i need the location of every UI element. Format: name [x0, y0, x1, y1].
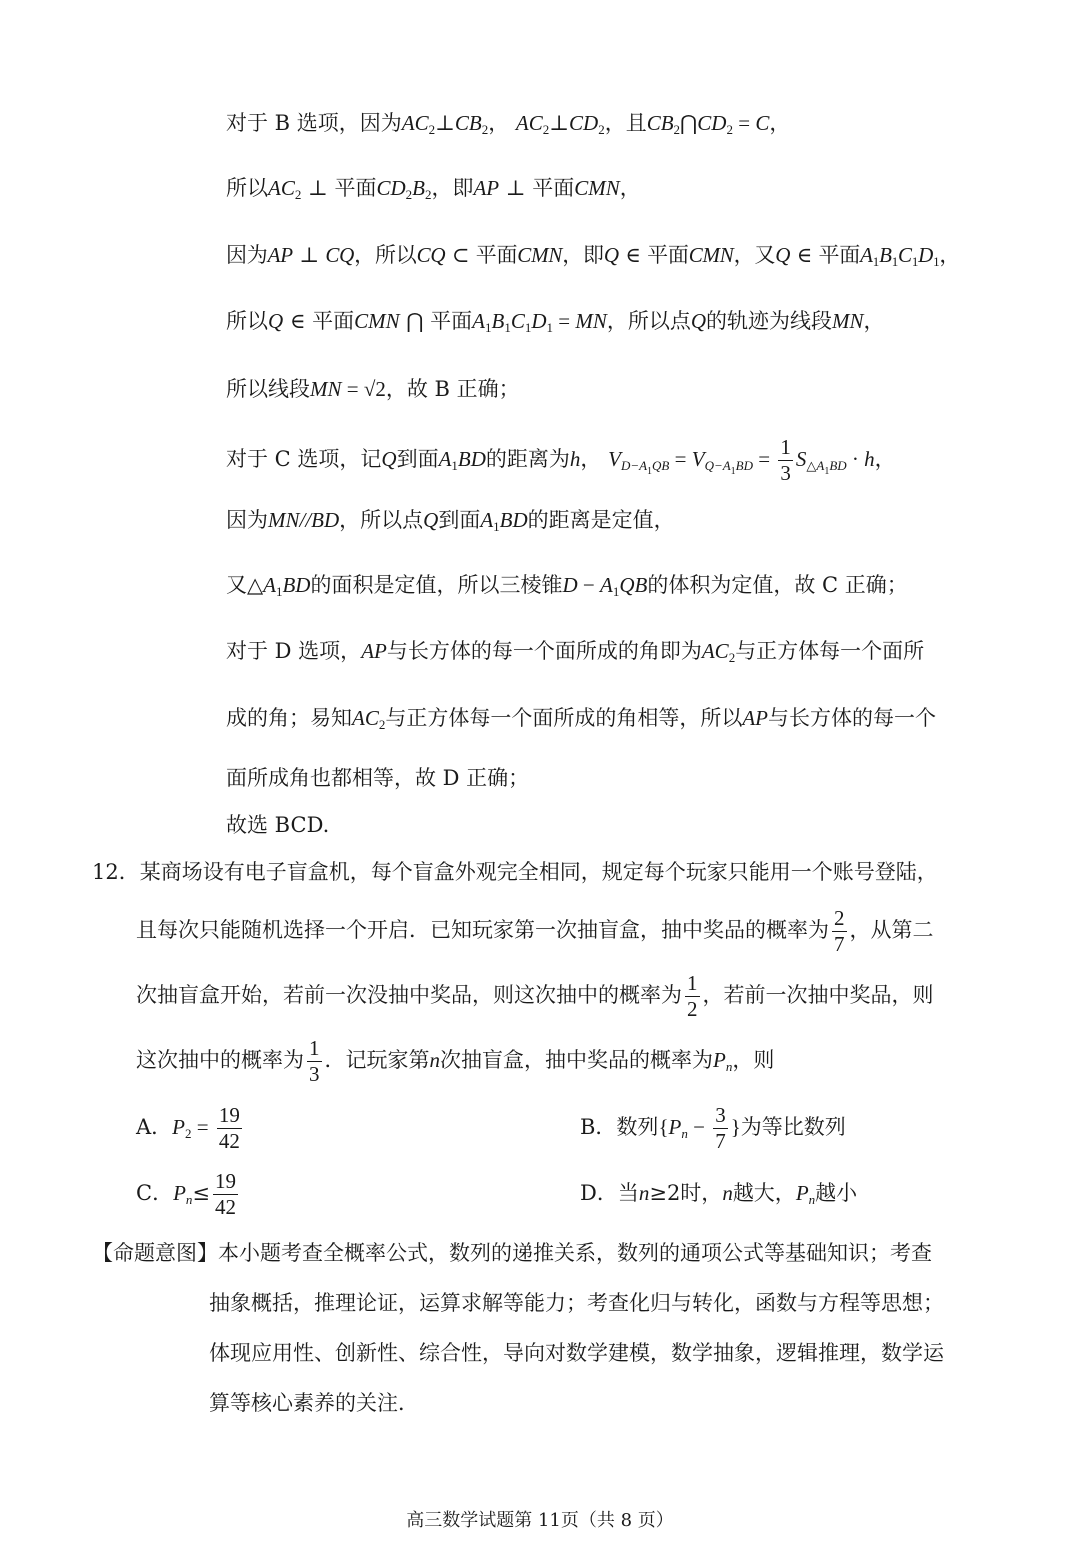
solution-line-6: 对于 C 选项，记Q到面$A_1BD$的距离为h， $V_{D-A_1QB} = V_{Q-A_1BD}$ = $\frac{1}{3}$ $S_{\triangle A_1BD} \cdot h$， — [226, 435, 896, 485]
option-c: C．$P_n\le$ $\frac{19}{42}$ — [136, 1169, 237, 1219]
option-d: D．当n≥2时，n越大，$P_n$越小 — [580, 1181, 858, 1207]
fraction-three-sevenths: $\frac{3}{7}$ — [715, 1103, 726, 1153]
question-12-line-4: 这次抽中的概率为 $\frac{1}{3}$ ．记玩家第n次抽盲盒，抽中奖品的概率为$P_n$，则 — [136, 1036, 775, 1086]
solution-line-3: 因为AP ⊥ CQ，所以CQ ⊂ 平面CMN，即Q ∈ 平面CMN，又Q ∈ 平面$A_1B_1C_1D_1$， — [226, 243, 961, 269]
intent-line-4: 算等核心素养的关注． — [209, 1391, 419, 1415]
option-b: B．数列{$P_n$ − $\frac{3}{7}$ }为等比数列 — [580, 1103, 846, 1153]
fraction-one-half: $\frac{1}{2}$ — [687, 971, 698, 1021]
fraction-one-third-q: $\frac{1}{3}$ — [309, 1036, 320, 1086]
page-footer: 高三数学试题第 11页（共 8 页） — [406, 1510, 674, 1531]
fraction-19-42-a: $\frac{19}{42}$ — [218, 1103, 240, 1153]
intent-line-2: 抽象概括，推理论证，运算求解等能力；考查化归与转化，函数与方程等思想； — [209, 1291, 944, 1315]
solution-line-11: 面所成角也都相等，故 D 正确； — [226, 766, 530, 790]
intent-line-3: 体现应用性、创新性、综合性，导向对数学建模，数学抽象，逻辑推理，数学运 — [209, 1341, 944, 1365]
solution-conclusion: 故选 BCD. — [226, 813, 330, 837]
option-a: A．$P_2$ = $\frac{19}{42}$ — [136, 1103, 240, 1153]
solution-line-5: 所以线段MN = √2，故 B 正确； — [226, 377, 520, 401]
solution-line-10: 成的角；易知$AC_2$与正方体每一个面所成的角相等，所以AP与长方体的每一个 — [226, 706, 936, 732]
solution-line-8: 又$\triangle A_1BD$的面积是定值，所以三棱锥$D - A_1QB$的体积为定值，故 C 正确； — [226, 573, 908, 599]
solution-line-1: 对于 B 选项，因为$AC_2\perp CB_2$， $AC_2\perp CD_2$，且$CB_2⋂CD_2 = C$， — [226, 111, 791, 137]
question-12-line-2: 且每次只能随机选择一个开启．已知玩家第一次抽盲盒，抽中奖品的概率为 $\frac{2}{7}$ ，从第二 — [136, 906, 934, 956]
question-12-line-1: 12．某商场设有电子盲盒机，每个盲盒外观完全相同，规定每个玩家只能用一个账号登陆， — [92, 860, 938, 884]
intent-line-1: 【命题意图】本小题考查全概率公式，数列的递推关系，数列的通项公式等基础知识；考查 — [92, 1241, 932, 1265]
fraction-one-third: $\frac{1}{3}$ — [780, 435, 791, 485]
question-12-line-3: 次抽盲盒开始，若前一次没抽中奖品，则这次抽中的概率为 $\frac{1}{2}$ ，若前一次抽中奖品，则 — [136, 971, 934, 1021]
solution-line-4: 所以Q ∈ 平面CMN ⋂ 平面$A_1B_1C_1D_1$ = MN，所以点Q的轨迹为线段MN， — [226, 309, 885, 335]
solution-line-2: 所以$AC_2$ ⊥ 平面$CD_2B_2$，即AP ⊥ 平面CMN， — [226, 176, 641, 202]
solution-line-7: 因为MN//BD，所以点Q到面$A_1BD$的距离是定值， — [226, 508, 675, 534]
fraction-19-42-c: $\frac{19}{42}$ — [215, 1169, 237, 1219]
fraction-two-sevenths: $\frac{2}{7}$ — [834, 906, 845, 956]
solution-line-9: 对于 D 选项，AP与长方体的每一个面所成的角即为$AC_2$与正方体每一个面所 — [226, 639, 925, 665]
